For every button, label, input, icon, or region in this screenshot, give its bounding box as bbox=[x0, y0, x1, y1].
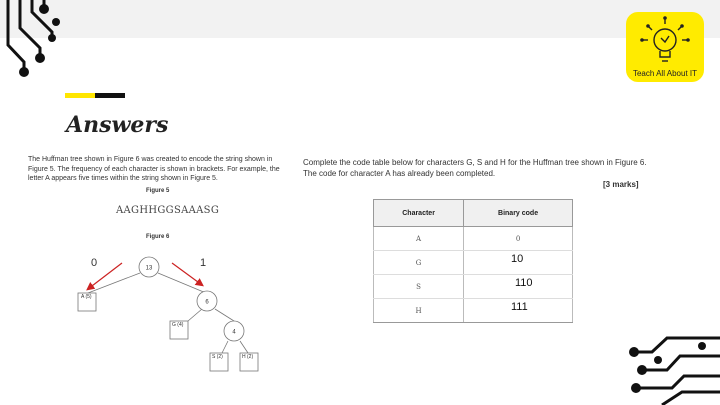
circuit-decoration-bottom-right bbox=[622, 330, 720, 405]
table-row bbox=[374, 227, 573, 251]
right-branch-label: 1 bbox=[200, 257, 207, 269]
logo-text: Teach All About IT bbox=[632, 69, 698, 78]
leaf-g-label: G (4) bbox=[172, 322, 184, 328]
answer-s: 110 bbox=[515, 277, 533, 289]
code-cell: 0 bbox=[464, 227, 573, 251]
encoded-string: AAGHHGGSAAASG bbox=[116, 205, 220, 216]
marks-label: [3 marks] bbox=[603, 180, 639, 189]
leaf-a-label: A (5) bbox=[81, 294, 92, 300]
right-branch-arrow bbox=[172, 263, 202, 285]
table-row bbox=[374, 275, 573, 299]
node-4-value: 4 bbox=[232, 329, 236, 336]
answer-h: 111 bbox=[511, 301, 528, 313]
character-cell: H bbox=[374, 299, 464, 323]
table-row bbox=[374, 299, 573, 323]
page-title: Answers bbox=[66, 112, 169, 138]
accent-bar-black bbox=[95, 93, 125, 98]
root-node-value: 13 bbox=[145, 265, 153, 272]
header-character: Character bbox=[374, 200, 464, 227]
teach-all-about-it-logo bbox=[626, 12, 704, 82]
figure-6-label: Figure 6 bbox=[146, 234, 170, 240]
character-cell: G bbox=[374, 251, 464, 275]
tree-edges bbox=[88, 273, 248, 353]
question-text-right: Complete the code table below for characters G, S and H for the Huffman tree shown in Figure 6. The code for character A has already been completed. bbox=[303, 158, 647, 178]
accent-bar-yellow bbox=[65, 93, 95, 98]
table-row bbox=[374, 251, 573, 275]
node-6-value: 6 bbox=[205, 299, 209, 306]
answer-g: 10 bbox=[511, 253, 524, 265]
leaf-h-label: H (2) bbox=[242, 354, 254, 360]
figure-5-label: Figure 5 bbox=[146, 188, 170, 194]
header-binary-code: Binary code bbox=[464, 200, 573, 227]
circuit-decoration-top-left bbox=[0, 0, 70, 85]
leaf-s-label: S (2) bbox=[212, 354, 223, 360]
lightbulb-icon bbox=[626, 14, 704, 70]
character-cell: A bbox=[374, 227, 464, 251]
header-band bbox=[0, 0, 720, 38]
question-text-left: The Huffman tree shown in Figure 6 was created to encode the string shown in Figure 5. The frequency of each character is shown in brackets. For example, the letter A appears five times within the string shown in Figure 5. bbox=[28, 156, 280, 182]
left-branch-label: 0 bbox=[91, 257, 98, 269]
code-table-header bbox=[374, 200, 573, 227]
character-cell: S bbox=[374, 275, 464, 299]
code-table bbox=[373, 199, 573, 323]
